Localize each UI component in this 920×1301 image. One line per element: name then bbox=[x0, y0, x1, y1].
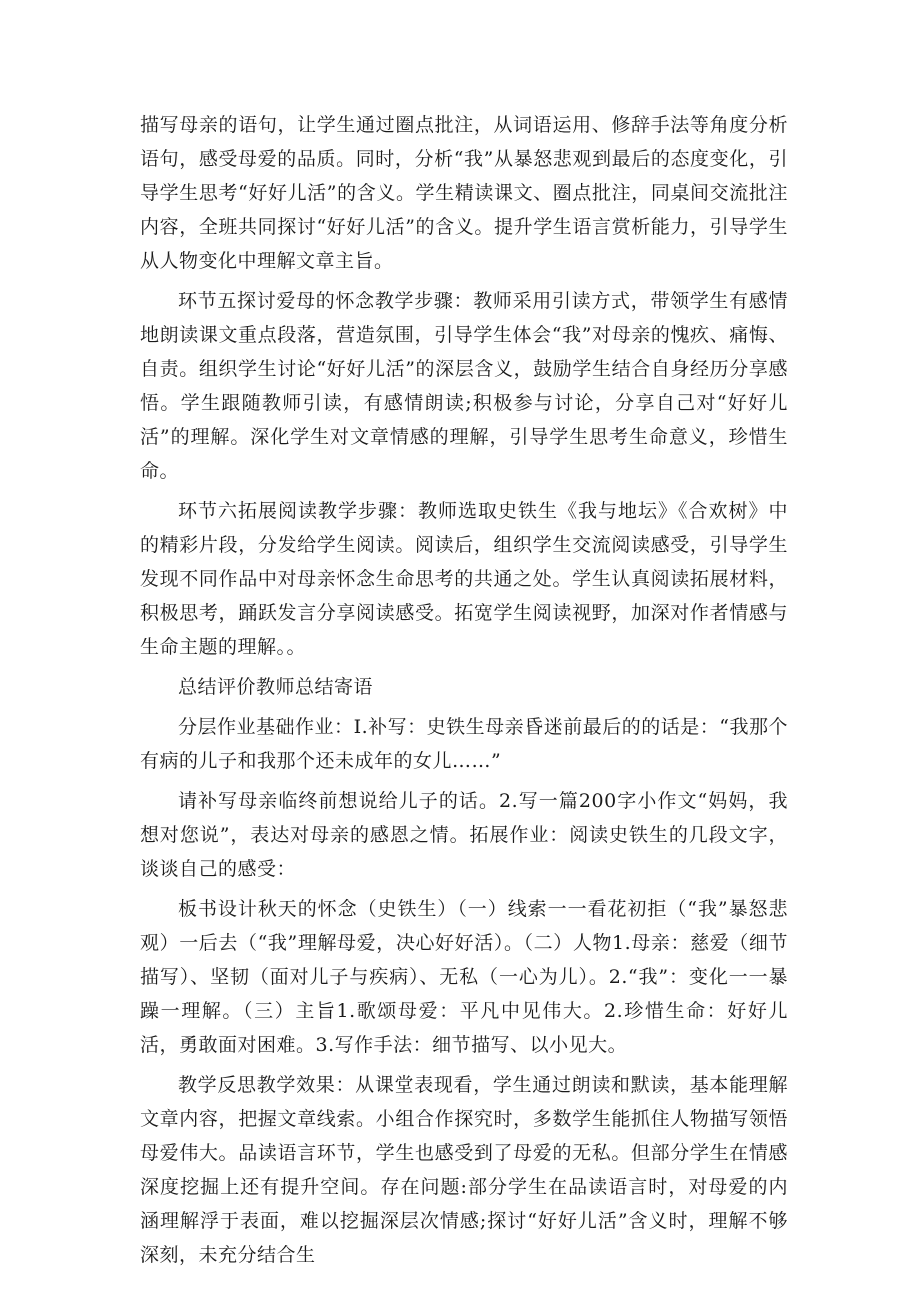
paragraph-teaching-reflection: 教学反思教学效果：从课堂表现看，学生通过朗读和默读，基本能理解文章内容，把握文章线索。小组合作探究时，多数学生能抓住人物描写领悟母爱伟大。品读语言环节，学生也感受到了母爱的无私。但部分学生在情感深度挖掘上还有提升空间。存在问题:部分学生在品读语言时，对母爱的内涵理解浮于表面，难以挖掘深层次情感;探讨“好好儿活”含义时，理解不够深刻，未充分结合生 bbox=[140, 1074, 788, 1266]
paragraph-summary: 总结评价教师总结寄语 bbox=[178, 676, 374, 698]
paragraph-board-design: 板书设计秋天的怀念（史铁生）（一）线索一一看花初拒（“我”暴怒悲观）一后去（“我”理解母爱，决心好好活）。（二）人物1.母亲：慈爱（细节描写）、坚韧（面对儿子与疾病）、无私（一心为儿）。2.“我”：变化一一暴躁一理解。（三）主旨1.歌颂母爱：平凡中见伟大。2.珍惜生命：好好儿活，勇敢面对困难。3.写作手法：细节描写、以小见大。 bbox=[140, 898, 788, 1056]
paragraph-step-six: 环节六拓展阅读教学步骤：教师选取史铁生《我与地坛》《合欢树》中的精彩片段，分发给学生阅读。阅读后，组织学生交流阅读感受，引导学生发现不同作品中对母亲怀念生命思考的共通之处。学生认真阅读拓展材料，积极思考，踊跃发言分享阅读感受。拓宽学生阅读视野，加深对作者情感与生命主题的理解。。 bbox=[140, 500, 788, 658]
paragraph-step-five: 环节五探讨爱母的怀念教学步骤：教师采用引读方式，带领学生有感情地朗读课文重点段落，营造氛围，引导学生体会“我”对母亲的愧疚、痛悔、自责。组织学生讨论“好好儿活”的深层含义，鼓励学生结合自身经历分享感悟。学生跟随教师引读，有感情朗读;积极参与讨论，分享自己对“好好儿活”的理解。深化学生对文章情感的理解，引导学生思考生命意义，珍惜生命。 bbox=[140, 290, 788, 482]
document-page bbox=[140, 108, 788, 1278]
paragraph-homework-extended: 请补写母亲临终前想说给儿子的话。2.写一篇200字小作文“妈妈，我想对您说”，表达对母亲的感恩之情。拓展作业：阅读史铁生的几段文字，谈谈自己的感受： bbox=[140, 790, 788, 880]
paragraph-homework-basic: 分层作业基础作业：I.补写：史铁生母亲昏迷前最后的的话是：“我那个有病的儿子和我那个还未成年的女儿……” bbox=[140, 716, 788, 772]
paragraph-analysis-continued: 描写母亲的语句，让学生通过圈点批注，从词语运用、修辞手法等角度分析语句，感受母爱的品质。同时，分析“我”从暴怒悲观到最后的态度变化，引导学生思考“好好儿活”的含义。学生精读课文、圈点批注，同桌间交流批注内容，全班共同探讨“好好儿活”的含义。提升学生语言赏析能力，引导学生从人物变化中理解文章主旨。 bbox=[140, 114, 788, 272]
